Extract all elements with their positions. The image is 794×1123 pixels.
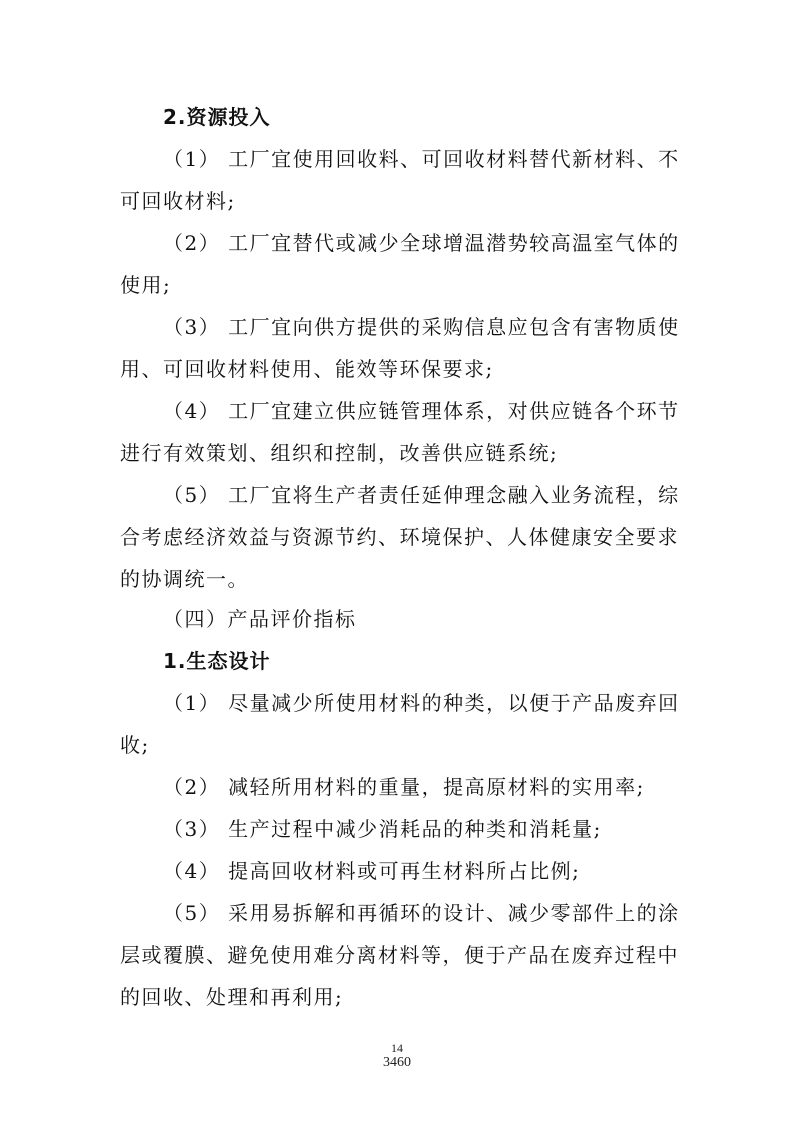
paragraph-1-4: （4） 提高回收材料或可再生材料所占比例; bbox=[163, 859, 581, 883]
section-heading-eco-design: 1.生态设计 bbox=[163, 649, 271, 673]
paragraph-1-1-line-2: 收; bbox=[120, 733, 150, 757]
paragraph-2-1-line-2: 可回收材料; bbox=[120, 189, 236, 213]
paragraph-2-1-line-1: （1） 工厂宜使用回收料、可回收材料替代新材料、不 bbox=[163, 147, 680, 171]
paragraph-2-3-line-2: 用、可回收材料使用、能效等环保要求; bbox=[120, 357, 494, 381]
paragraph-1-5-line-3: 的回收、处理和再利用; bbox=[120, 985, 344, 1009]
paragraph-2-5-line-3: 的协调统一。 bbox=[120, 567, 249, 591]
document-code: 3460 bbox=[383, 1055, 411, 1070]
paragraph-1-1-line-1: （1） 尽量减少所使用材料的种类，以便于产品废弃回 bbox=[163, 691, 680, 715]
paragraph-1-3: （3） 生产过程中减少消耗品的种类和消耗量; bbox=[163, 817, 602, 841]
paragraph-2-5-line-1: （5） 工厂宜将生产者责任延伸理念融入业务流程，综 bbox=[163, 483, 680, 507]
paragraph-2-4-line-2: 进行有效策划、组织和控制，改善供应链系统; bbox=[120, 441, 559, 465]
paragraph-2-4-line-1: （4） 工厂宜建立供应链管理体系，对供应链各个环节 bbox=[163, 399, 680, 423]
paragraph-2-2-line-1: （2） 工厂宜替代或减少全球增温潜势较高温室气体的 bbox=[163, 231, 680, 255]
paragraph-2-5-line-2: 合考虑经济效益与资源节约、环境保护、人体健康安全要求 bbox=[120, 525, 679, 549]
paragraph-2-2-line-2: 使用; bbox=[120, 273, 172, 297]
paragraph-1-5-line-2: 层或覆膜、避免使用难分离材料等，便于产品在废弃过程中 bbox=[120, 943, 679, 967]
paragraph-1-5-line-1: （5） 采用易拆解和再循环的设计、减少零部件上的涂 bbox=[163, 901, 680, 925]
paragraph-1-2: （2） 减轻所用材料的重量，提高原材料的实用率; bbox=[163, 775, 645, 799]
paragraph-2-3-line-1: （3） 工厂宜向供方提供的采购信息应包含有害物质使 bbox=[163, 315, 680, 339]
page-number: 14 bbox=[391, 1041, 403, 1055]
section-heading-product-indicators: （四）产品评价指标 bbox=[163, 607, 357, 631]
section-heading-resource-input: 2.资源投入 bbox=[163, 105, 271, 129]
